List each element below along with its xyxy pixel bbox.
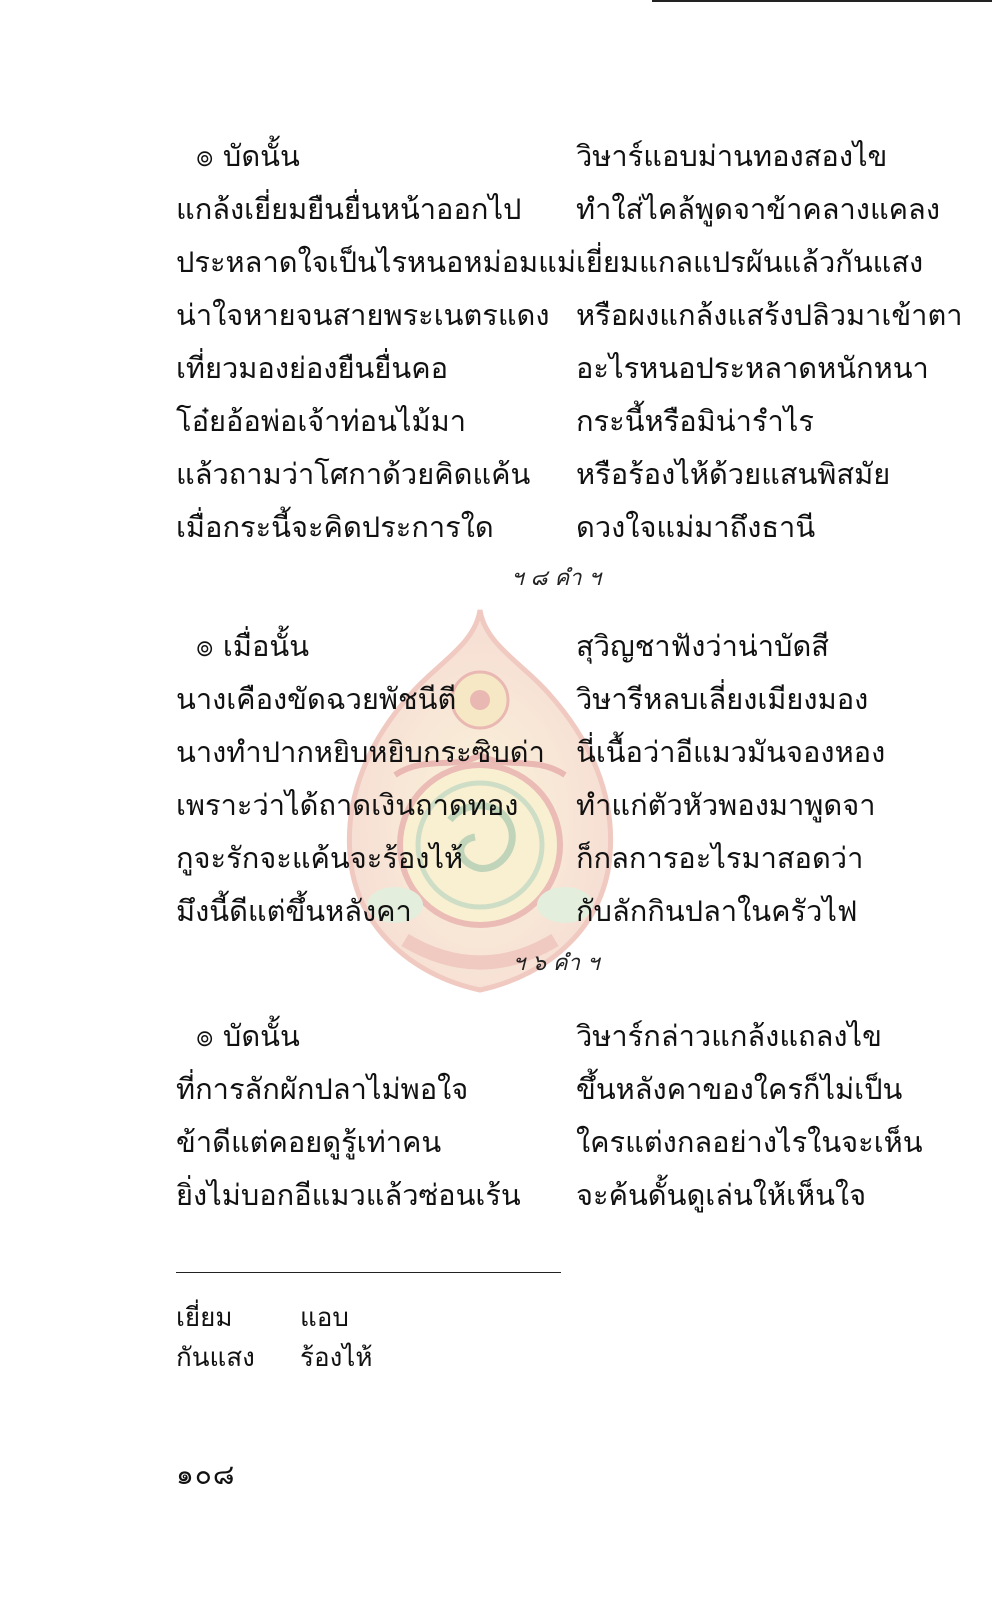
verse-right: สุวิญชาฟังว่าน่าบัดสี — [576, 629, 829, 663]
verse-right: เยี่ยมแกลแปรผันแล้วกันแสง — [576, 245, 924, 279]
verse-row — [176, 1116, 966, 1169]
verse-row — [176, 832, 966, 885]
verse-right: หรือผงแกล้งแสร้งปลิวมาเข้าตา — [576, 298, 963, 332]
verse-right: ก็กลการอะไรมาสอดว่า — [576, 841, 864, 875]
verse-row — [176, 236, 966, 289]
verse-right: นี่เนื้อว่าอีแมวมันจองหอง — [576, 735, 886, 769]
verse-row — [176, 501, 966, 554]
stanza-3 — [176, 1010, 966, 1222]
verse-left: นางเคืองขัดฉวยพัชนีตี — [176, 682, 457, 716]
verse-row — [176, 726, 966, 779]
verse-row — [176, 183, 966, 236]
verse-row — [176, 1063, 966, 1116]
speaker-intro: ๏ เมื่อนั้น — [196, 629, 310, 663]
page-number: ๑๐๘ — [176, 1458, 236, 1491]
speaker-intro: ๏ บัดนั้น — [196, 1019, 300, 1053]
verse-right: วิษารีหลบเลี่ยงเมียงมอง — [576, 682, 869, 716]
footnote-gloss: ร้องไห้ — [300, 1343, 373, 1373]
verse-left: ข้าดีแต่คอยดูรู้เท่าคน — [176, 1125, 442, 1159]
verse-right: ทำใส่ไคล้พูดจาข้าคลางแคลง — [576, 192, 940, 226]
verse-left: นางทำปากหยิบหยิบกระซิบด่า — [176, 735, 545, 769]
stanza-head-row — [176, 130, 966, 183]
verse-right: กับลักกินปลาในครัวไฟ — [576, 894, 858, 928]
verse-right: ดวงใจแม่มาถึงธานี — [576, 510, 816, 544]
verse-right: จะค้นดั้นดูเล่นให้เห็นใจ — [576, 1178, 867, 1212]
verse-left: ยิ่งไม่บอกอีแมวแล้วซ่อนเร้น — [176, 1178, 521, 1212]
verse-right: วิษาร์แอบม่านทองสองไข — [576, 139, 888, 173]
verse-left: ที่การลักผักปลาไม่พอใจ — [176, 1072, 469, 1106]
footnote-rule — [176, 1272, 561, 1273]
top-rule — [652, 0, 992, 2]
footnote-term: เยี่ยม — [176, 1303, 233, 1333]
verse-right: ทำแก่ตัวหัวพองมาพูดจา — [576, 788, 876, 822]
verse-left: เที่ยวมองย่องยืนยื่นคอ — [176, 351, 449, 385]
stanza-count: ฯ ๖ คำ ฯ — [512, 951, 600, 976]
speaker-intro: ๏ บัดนั้น — [196, 139, 300, 173]
stanza-1 — [176, 130, 966, 554]
verse-row — [176, 289, 966, 342]
verse-row — [176, 395, 966, 448]
stanza-count: ฯ ๘ คำ ฯ — [511, 566, 601, 591]
footnote-gloss: แอบ — [300, 1303, 349, 1333]
verse-right: ขึ้นหลังคาของใครก็ไม่เป็น — [576, 1072, 903, 1106]
verse-left: โอ๋ยอ้อพ่อเจ้าท่อนไม้มา — [176, 404, 466, 438]
stanza-head-row — [176, 620, 966, 673]
verse-row — [176, 342, 966, 395]
verse-row — [176, 885, 966, 938]
verse-right: กระนี้หรือมิน่ารำไร — [576, 404, 814, 438]
verse-left: แกล้งเยี่ยมยืนยื่นหน้าออกไป — [176, 192, 522, 226]
verse-left: เมื่อกระนี้จะคิดประการใด — [176, 510, 494, 544]
verse-left: น่าใจหายจนสายพระเนตรแดง — [176, 298, 550, 332]
verse-right: หรือร้องไห้ด้วยแสนพิสมัย — [576, 457, 891, 491]
verse-left: เพราะว่าได้ถาดเงินถาดทอง — [176, 788, 519, 822]
verse-row — [176, 1169, 966, 1222]
verse-left: กูจะรักจะแค้นจะร้องไห้ — [176, 841, 464, 875]
stanza-2 — [176, 620, 966, 938]
stanza-head-row — [176, 1010, 966, 1063]
verse-left: มึงนี้ดีแต่ขึ้นหลังคา — [176, 894, 412, 928]
verse-right: วิษาร์กล่าวแกล้งแถลงไข — [576, 1019, 882, 1053]
verse-row — [176, 673, 966, 726]
verse-right: ใครแต่งกลอย่างไรในจะเห็น — [576, 1125, 923, 1159]
verse-row — [176, 779, 966, 832]
verse-right: อะไรหนอประหลาดหนักหนา — [576, 351, 929, 385]
footnote-term: กันแสง — [176, 1343, 255, 1373]
verse-left: ประหลาดใจเป็นไรหนอหม่อมแม่ — [176, 245, 576, 279]
verse-row — [176, 448, 966, 501]
verse-left: แล้วถามว่าโศกาด้วยคิดแค้น — [176, 457, 531, 491]
